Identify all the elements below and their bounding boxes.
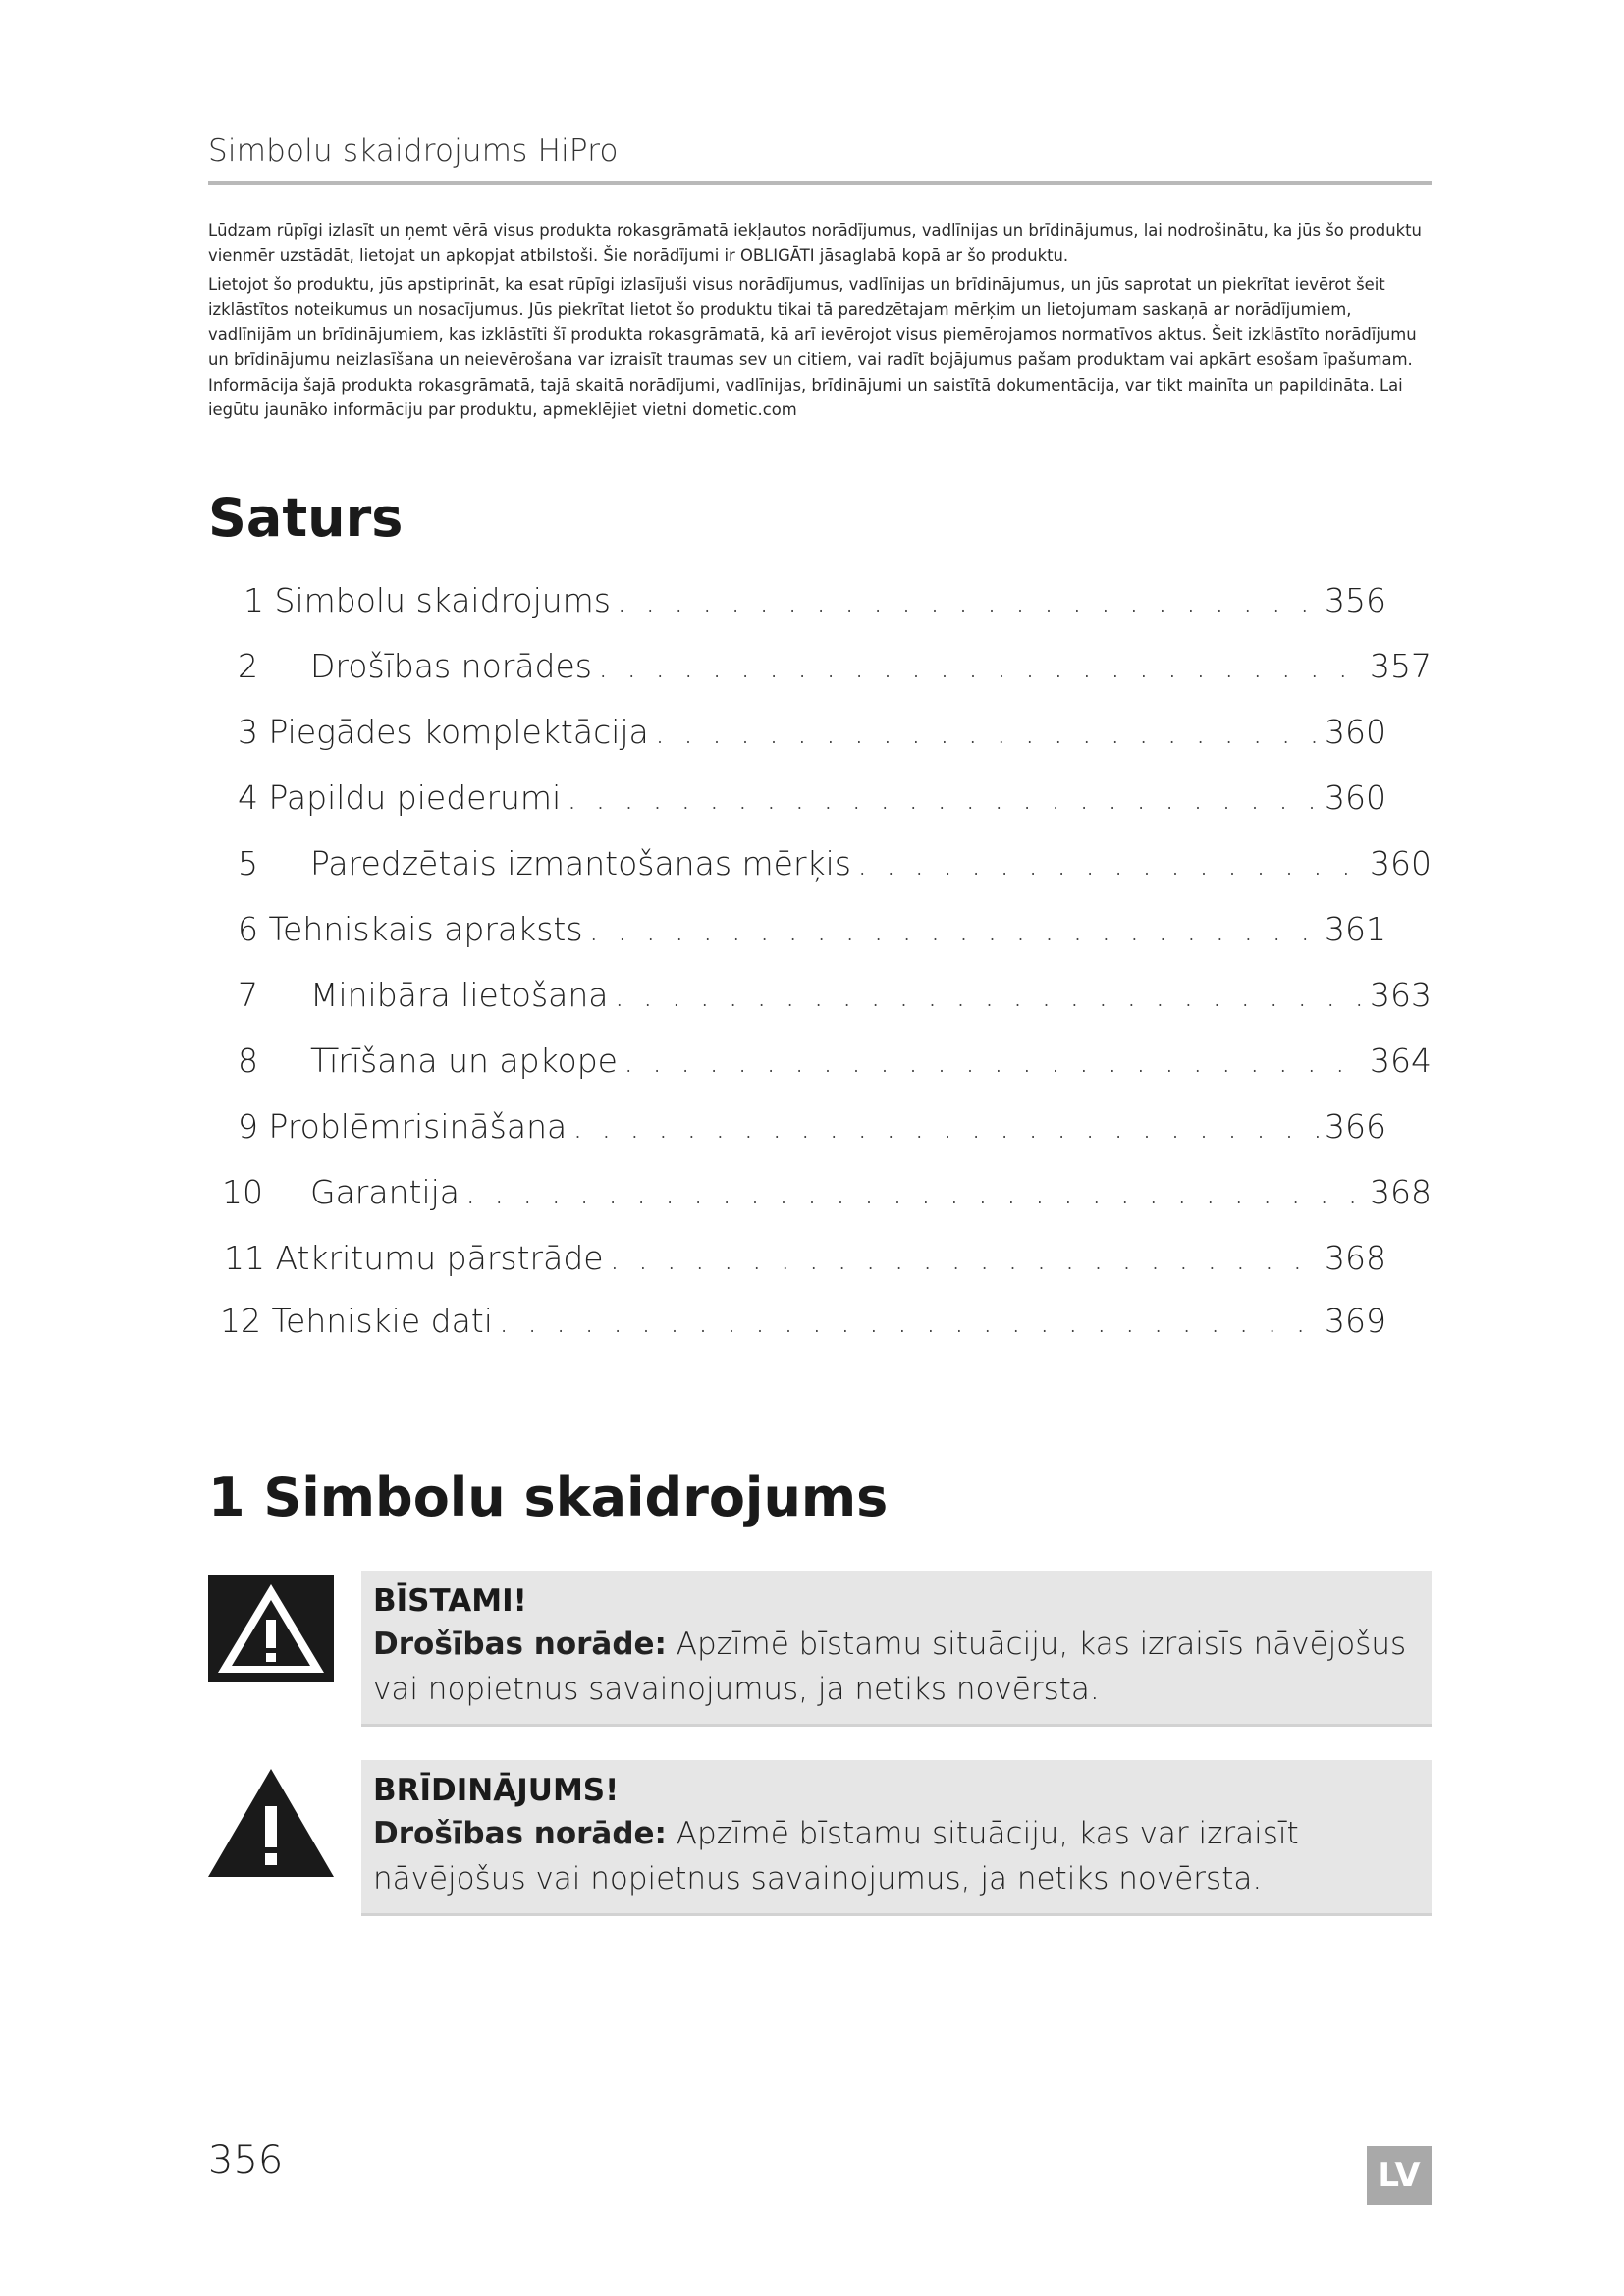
- toc-label: Simbolu skaidrojums: [274, 581, 611, 619]
- language-badge: LV: [1367, 2146, 1432, 2205]
- section-title: 1 Simbolu skaidrojums: [208, 1467, 889, 1528]
- toc-number: 4: [238, 778, 258, 817]
- toc-label: Tehniskais apraksts: [268, 910, 583, 948]
- toc-number: 8: [238, 1041, 258, 1080]
- page-number: 356: [208, 2138, 284, 2183]
- toc-number: 5: [238, 844, 258, 882]
- toc-page: 356: [1325, 581, 1386, 619]
- toc-entry[interactable]: [238, 1107, 1386, 1150]
- warning-icon: [208, 1769, 334, 1877]
- toc-number: 1: [244, 581, 264, 619]
- toc-label: Garantija: [310, 1173, 460, 1211]
- toc-page: 366: [1325, 1107, 1386, 1146]
- toc-leader: [610, 1239, 1319, 1277]
- toc-label: Piegādes komplektācija: [268, 713, 649, 751]
- toc-label: Paredzētais izmantošanas mērķis: [310, 844, 851, 882]
- note-label: Drošības norāde:: [373, 1627, 667, 1662]
- toc-page: 364: [1370, 1041, 1432, 1080]
- toc-entry[interactable]: [238, 976, 1432, 1019]
- toc-leader: [499, 1302, 1319, 1340]
- toc-leader: [615, 976, 1365, 1014]
- toc-entry[interactable]: [238, 844, 1432, 887]
- toc-page: 360: [1325, 778, 1386, 817]
- toc-number: 2: [238, 647, 258, 685]
- toc-leader: [589, 910, 1319, 948]
- toc-page: 363: [1370, 976, 1432, 1014]
- note-text: Apzīmē bīstamu situāciju, kas izraisīs nāvējošus vai nopietnus savainojumus, ja netiks novērsta.: [373, 1627, 1407, 1707]
- toc-title: Saturs: [208, 487, 404, 549]
- toc-entry[interactable]: [238, 713, 1386, 756]
- intro-paragraph-2: Lietojot šo produktu, jūs apstiprināt, ka esat rūpīgi izlasījuši visus norādījumus, vadlīnijas un brīdinājumus, un jūs saprotat un piekrītat ievērot šeit izklāstītos noteikumus un nosacījumus. Jūs piekrītat lietot šo produktu tikai tā paredzētajam mērķim un lietojumam saskaņā ar norādījumiem, vadlīnijām un brīdinājumiem, kas izklāstīti šī produkta rokasgrāmatā, kā arī ievērojot visus piemērojamos normatīvos aktus. Šeit izklāstīto norādījumu un brīdinājumu neizlasīšana un neievērošana var izraisīt traumas sev un citiem, vai radīt bojājumus pašam produktam vai apkārt esošam īpašumam. Informācija šajā produkta rokasgrāmatā, tajā skaitā norādījumi, vadlīnijas, brīdinājumi un saistītā dokumentācija, var tikt mainīta un papildināta. Lai iegūtu jaunāko informāciju par produktu, apmeklējiet vietni dometic.com: [208, 275, 1417, 420]
- toc-number: 11: [224, 1239, 265, 1277]
- toc-label: Tehniskie dati: [271, 1302, 493, 1340]
- toc-number: 10: [222, 1173, 263, 1211]
- toc-entry[interactable]: [222, 1173, 1432, 1216]
- toc-leader: [572, 1107, 1319, 1146]
- running-header: Simbolu skaidrojums HiPro: [208, 133, 619, 169]
- toc-label: Minibāra lietošana: [310, 976, 609, 1014]
- toc-number: 9: [238, 1107, 258, 1146]
- toc-entry[interactable]: [238, 1041, 1432, 1085]
- intro-paragraph-1: Lūdzam rūpīgi izlasīt un ņemt vērā visus produkta rokasgrāmatā iekļautos norādījumus, vadlīnijas un brīdinājumus, lai nodrošinātu, ka jūs šo produktu vienmēr uzstādāt, lietojat un apkopjat atbilstoši. Šie norādījumi ir OBLIGĀTI jāsaglabā kopā ar šo produktu.: [208, 221, 1422, 265]
- toc-entry[interactable]: [238, 647, 1432, 690]
- toc-label: Papildu piederumi: [268, 778, 562, 817]
- toc-page: 357: [1370, 647, 1432, 685]
- toc-number: 6: [238, 910, 258, 948]
- toc-leader: [623, 1041, 1364, 1080]
- toc-leader: [655, 713, 1319, 751]
- toc-leader: [598, 647, 1364, 685]
- toc-label: Problēmrisināšana: [268, 1107, 568, 1146]
- toc-leader: [857, 844, 1364, 882]
- toc-number: 12: [220, 1302, 261, 1340]
- danger-note: [361, 1571, 1432, 1727]
- toc-leader: [465, 1173, 1364, 1211]
- toc-page: 368: [1325, 1239, 1386, 1277]
- toc-leader: [567, 778, 1319, 817]
- toc-page: 360: [1325, 713, 1386, 751]
- toc-page: 368: [1370, 1173, 1432, 1211]
- toc-page: 369: [1325, 1302, 1386, 1340]
- note-label: Drošības norāde:: [373, 1816, 667, 1851]
- note-body: [373, 1622, 1418, 1712]
- note-heading: BRĪDINĀJUMS!: [373, 1773, 620, 1808]
- toc-leader: [617, 581, 1319, 619]
- toc-label: Drošības norādes: [310, 647, 592, 685]
- toc-number: 7: [238, 976, 258, 1014]
- note-text: Apzīmē bīstamu situāciju, kas var izraisīt nāvējošus vai nopietnus savainojumus, ja netiks novērsta.: [373, 1816, 1299, 1896]
- toc-label: Tīrīšana un apkope: [310, 1041, 618, 1080]
- warning-note: [361, 1760, 1432, 1916]
- header-divider: [208, 181, 1432, 185]
- toc-number: 3: [238, 713, 258, 751]
- note-heading: BĪSTAMI!: [373, 1583, 527, 1619]
- note-body: [373, 1811, 1418, 1901]
- toc-page: 361: [1325, 910, 1386, 948]
- toc-label: Atkritumu pārstrāde: [275, 1239, 604, 1277]
- toc-entry[interactable]: [244, 581, 1386, 624]
- toc-entry[interactable]: [238, 778, 1386, 822]
- toc-entry[interactable]: [224, 1239, 1386, 1282]
- danger-icon: [208, 1575, 334, 1682]
- toc-entry[interactable]: [220, 1302, 1386, 1345]
- toc-entry[interactable]: [238, 910, 1386, 953]
- toc-page: 360: [1370, 844, 1432, 882]
- intro-text: [208, 218, 1432, 427]
